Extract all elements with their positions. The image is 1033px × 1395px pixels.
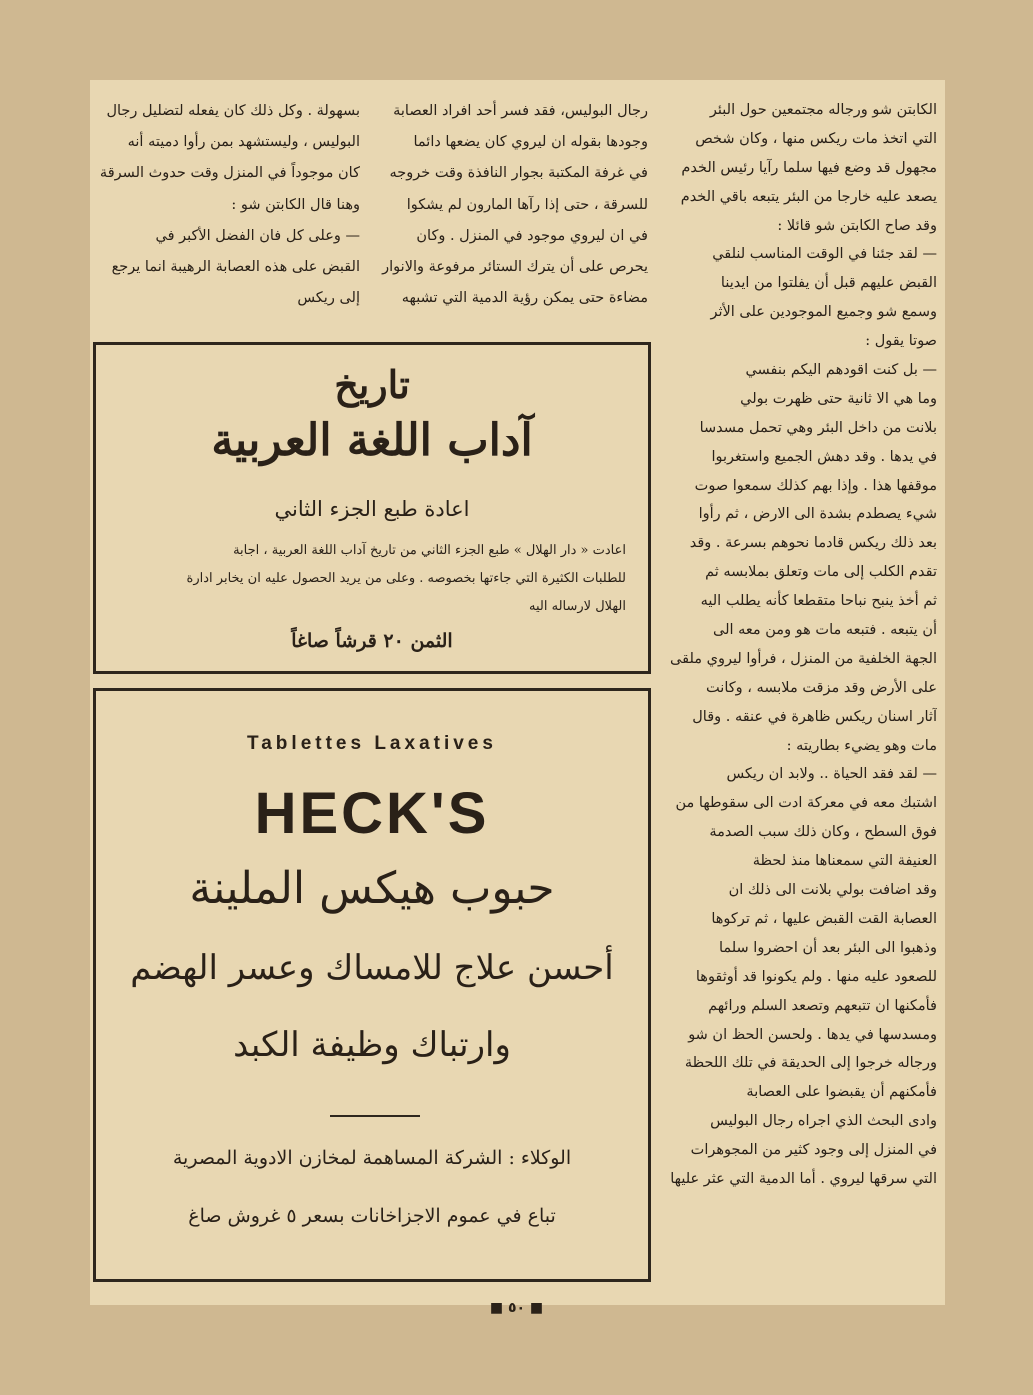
article-line: القبض عليهم قبل أن يفلتوا من ايدينا	[720, 275, 937, 292]
heck-ad-tagline: Tablettes Laxatives	[247, 733, 497, 754]
article-line: موقفها هذا . وإذا بهم كذلك سمعوا صوت	[694, 477, 937, 494]
article-line: في يدها . وقد دهش الجميع واستغربوا	[711, 448, 937, 465]
article-line	[98, 314, 360, 345]
heck-ad-divider	[330, 1115, 420, 1117]
article-line: آثار اسنان ريكس ظاهرة في عنقه . وقال	[692, 708, 937, 725]
article-line: في ان ليروي موجود في المنزل . وكان	[416, 227, 648, 244]
book-ad-body-line: اعادت « دار الهلال » طبع الجزء الثاني من تاريخ آداب اللغة العربية ، اجابة	[233, 543, 626, 558]
article-line: وجودها بقوله ان ليروي كان يضعها دائما	[413, 134, 648, 151]
article-line	[665, 1252, 937, 1281]
article-line: بعد ذلك ريكس قادما نحوهم بسرعة . وقد	[689, 535, 937, 552]
article-line: رجال البوليس، فقد فسر أحد افراد العصابة	[393, 103, 648, 119]
heck-ad-claim-line2: وارتباك وظيفة الكبد	[233, 1025, 511, 1065]
article-line: — وعلى كل فان الفضل الأكبر في	[155, 227, 360, 244]
article-line: فوق السطح ، وكان ذلك سبب الصدمة	[709, 824, 937, 841]
article-line: أن يتبعه . فتبعه مات هو ومن معه الى	[712, 622, 937, 639]
article-line: — لقد جئنا في الوقت المناسب لنلقي	[712, 246, 937, 263]
article-line: التي سرقها ليروي . أما الدمية التي عثر عليها	[670, 1170, 937, 1187]
article-line: شيء يصطدم بشدة الى الارض ، ثم رأوا	[698, 506, 937, 523]
article-line: مضاءة حتى يمكن رؤية الدمية التي تشبهه	[401, 290, 648, 307]
article-line: وما هي الا ثانية حتى ظهرت بولي	[740, 390, 937, 407]
heck-ad-product: حبوب هيكس الملينة	[189, 863, 555, 914]
heck-ad-sale: تباع في عموم الاجزاخانات بسعر ٥ غروش صاغ	[188, 1205, 556, 1227]
article-column-left	[98, 96, 360, 346]
article-line: فأمكنها ان تتبعهم وتصعد السلم ورائهم	[708, 997, 937, 1014]
article-line: — بل كنت اقودهم اليكم بنفسي	[745, 362, 937, 379]
article-line	[665, 1223, 937, 1252]
article-line: الكابتن شو ورجاله مجتمعين حول البئر	[709, 102, 937, 118]
article-line: في غرفة المكتبة بجوار النافذة وقت خروجه	[389, 165, 648, 182]
book-ad-title: آداب اللغة العربية	[211, 415, 533, 466]
article-column-middle	[373, 96, 648, 346]
heck-ad-brand: HECK'S	[254, 781, 490, 846]
article-line: اشتبك معه في معركة ادت الى سقوطها من	[675, 795, 937, 812]
article-line: وذهبوا الى البئر بعد أن احضروا سلما	[718, 939, 937, 956]
book-advertisement	[93, 342, 651, 674]
article-line: وقد اضافت بولي بلانت الى ذلك ان	[728, 882, 937, 899]
book-ad-body-line: للطلبات الكثيرة التي جاءتها بخصوصه . وعلى من يريد الحصول عليه ان يخابر ادارة	[186, 571, 626, 586]
article-line: للصعود عليه منها . ولم يكونوا قد أوثقوها	[695, 968, 937, 985]
article-line: مات وهو يضيء بطاريته :	[786, 737, 937, 754]
article-line: التي اتخذ مات ريكس منها ، وكان شخص	[695, 130, 937, 147]
book-ad-heading: تاريخ	[334, 362, 410, 407]
article-line: بلانت من داخل البئر وهي تحمل مسدسا	[699, 419, 937, 436]
article-line: ورجاله خرجوا إلى الحديقة في تلك اللحظة	[684, 1055, 937, 1072]
article-line: بسهولة . وكل ذلك كان يفعله لتضليل رجال	[106, 103, 360, 119]
article-line: العصابة القت القبض عليها ، ثم تركوها	[711, 910, 937, 927]
article-line: للسرقة ، حتى إذا رآها المارون لم يشكوا	[406, 196, 648, 213]
article-line: ومسدسها في يدها . ولحسن الحظ ان شو	[688, 1026, 937, 1043]
article-line: البوليس ، وليستشهد بمن رأوا دميته أنه	[127, 134, 360, 151]
article-line: صوتا يقول :	[865, 333, 937, 350]
heck-ad-claim-line1: أحسن علاج للامساك وعسر الهضم	[130, 948, 614, 988]
article-line: العنيفة التي سمعناها منذ لحظة	[752, 853, 937, 870]
article-line: الجهة الخلفية من المنزل ، فرأوا ليروي ملقى	[670, 650, 937, 667]
article-line	[373, 314, 648, 345]
book-ad-body-line: الهلال لارساله اليه	[529, 599, 626, 614]
book-ad-price: الثمن ٢٠ قرشاً صاغاً	[291, 630, 453, 652]
article-line: مجهول قد وضع فيها سلما رآيا رئيس الخدم	[681, 159, 937, 176]
article-line: في المنزل إلى وجود كثير من المجوهرات	[690, 1142, 937, 1159]
article-line: يصعد عليه خارجا من البئر يتبعه باقي الخدم	[680, 188, 937, 205]
article-line: — لقد فقد الحياة .. ولابد ان ريكس	[726, 766, 937, 783]
heck-advertisement	[93, 688, 651, 1282]
article-line: وسمع شو وجميع الموجودين على الأثر	[710, 304, 937, 321]
article-line: على الأرض وقد مزقت ملابسه ، وكانت	[706, 679, 937, 696]
article-line: تقدم الكلب إلى مات وتعلق بملابسه ثم	[705, 564, 937, 581]
article-line: فأمكنهم أن يقبضوا على العصابة	[746, 1084, 937, 1101]
page-number: ■ ٥٠ ■	[489, 1300, 544, 1316]
book-ad-subtitle: اعادة طبع الجزء الثاني	[274, 497, 470, 521]
article-line: ثم أخذ ينبح نباحا متقطعا كأنه يطلب اليه	[700, 593, 937, 610]
article-line: إلى ريكس	[297, 290, 360, 307]
article-line: وهنا قال الكابتن شو :	[231, 196, 360, 213]
magazine-page	[90, 80, 945, 1305]
article-line	[665, 1194, 937, 1223]
article-line: يحرص على أن يترك الستائر مرفوعة والانوار	[382, 258, 648, 275]
article-line: كان موجوداً في المنزل وقت حدوث السرقة	[99, 165, 360, 182]
article-line: وقد صاح الكابتن شو قائلا :	[777, 217, 937, 234]
book-ad-body	[118, 537, 626, 621]
article-line: وادى البحث الذي اجراه رجال البوليس	[710, 1113, 937, 1130]
heck-ad-agents: الوكلاء : الشركة المساهمة لمخازن الادوية المصرية	[172, 1147, 572, 1169]
article-line: القبض على هذه العصابة الرهيبة انما يرجع	[111, 258, 360, 275]
article-column-right	[665, 96, 937, 1305]
